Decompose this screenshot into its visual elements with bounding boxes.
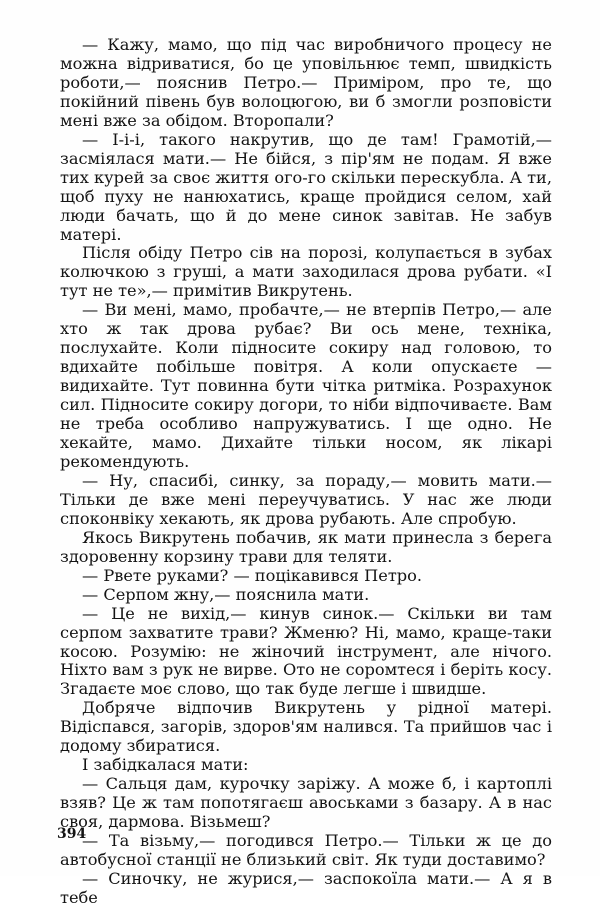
paragraph-6: Якось Викрутень побачив, як мати принесла з берега здоровенну корзину трави для теляти.	[60, 527, 552, 566]
paragraph-5: — Ну, спасибі, синку, за пораду,— мовить мати.— Тільки де вже мені переучуватись. У нас же люди споконвіку хекають, як дрова рубають. Але спробую.	[60, 470, 552, 528]
page-number: 394	[57, 826, 87, 842]
paragraph-11: І забідкалася мати:	[82, 755, 249, 775]
paragraph-2: — І-і-і, такого накрутив, що де там! Грамотій,— засміялася мати.— Не бійся, з пір'ям не подам. Я вже тих курей за своє життя ого-го скільки перескубла. А ти, щоб пуху не нанюхатись, краще пройдися селом, хай люди бачать, що й до мене синок завітав. Не забув матері.	[60, 129, 552, 244]
paragraph-13: — Та візьму,— погодився Петро.— Тільки ж це до автобусної станції не близький світ. Як туди доставимо?	[60, 831, 552, 869]
paragraph-14: — Синочку, не журися,— заспокоїла мати.— А я в тебе	[60, 868, 552, 907]
body-text	[60, 36, 552, 908]
paragraph-9: — Це не вихід,— кинув синок.— Скільки ви там серпом захватите трави? Жменю? Ні, мамо, краще-таки косою. Розумію: не жіночий інструмент, але нічого. Ніхто вам з рук не вирве. Ото не соромтеся і беріть косу. Згадаєте моє слово, що так буде легше і швидше.	[60, 603, 552, 699]
paragraph-7: — Рвете руками? — поцікавився Петро.	[82, 565, 423, 585]
paragraph-1: — Кажу, мамо, що під час виробничого процесу не можна відриватися, бо це уповільнює темп, швидкість роботи,— пояснив Петро.— Приміром, про те, що покійний півень був волоцюгою, ви б змогли розповісти мені вже за обідом. Второпали?	[60, 35, 552, 130]
paragraph-3: Після обіду Петро сів на порозі, колупається в зубах колючкою з груші, а мати заходилася дрова рубати. «І тут не те»,— примітив Викрутень.	[60, 243, 552, 301]
paragraph-10: Добряче відпочив Викрутень у рідної матері. Відіспався, загорів, здоров'ям налився. Та прийшов час і додому збиратися.	[60, 698, 552, 756]
paragraph-8: — Серпом жну,— пояснила мати.	[82, 584, 370, 604]
paragraph-12: — Сальця дам, курочку заріжу. А може б, і картоплі взяв? Це ж там попотягаєш авоськами з базару. А в нас своя, дармова. Візьмеш?	[60, 774, 552, 832]
paragraph-4: — Ви мені, мамо, пробачте,— не втерпів Петро,— але хто ж так дрова рубає? Ви ось мене, техніка, послухайте. Коли підносите сокиру над головою, то вдихайте побільше повітря. А коли опускаєте — видихайте. Тут повинна бути чітка ритміка. Розрахунок сил. Підносите сокиру догори, то ніби відпочиваєте. Вам не треба особливо напружуватись. І ще одно. Не хекайте, мамо. Дихайте тільки носом, як лікарі рекомендують.	[60, 300, 552, 471]
